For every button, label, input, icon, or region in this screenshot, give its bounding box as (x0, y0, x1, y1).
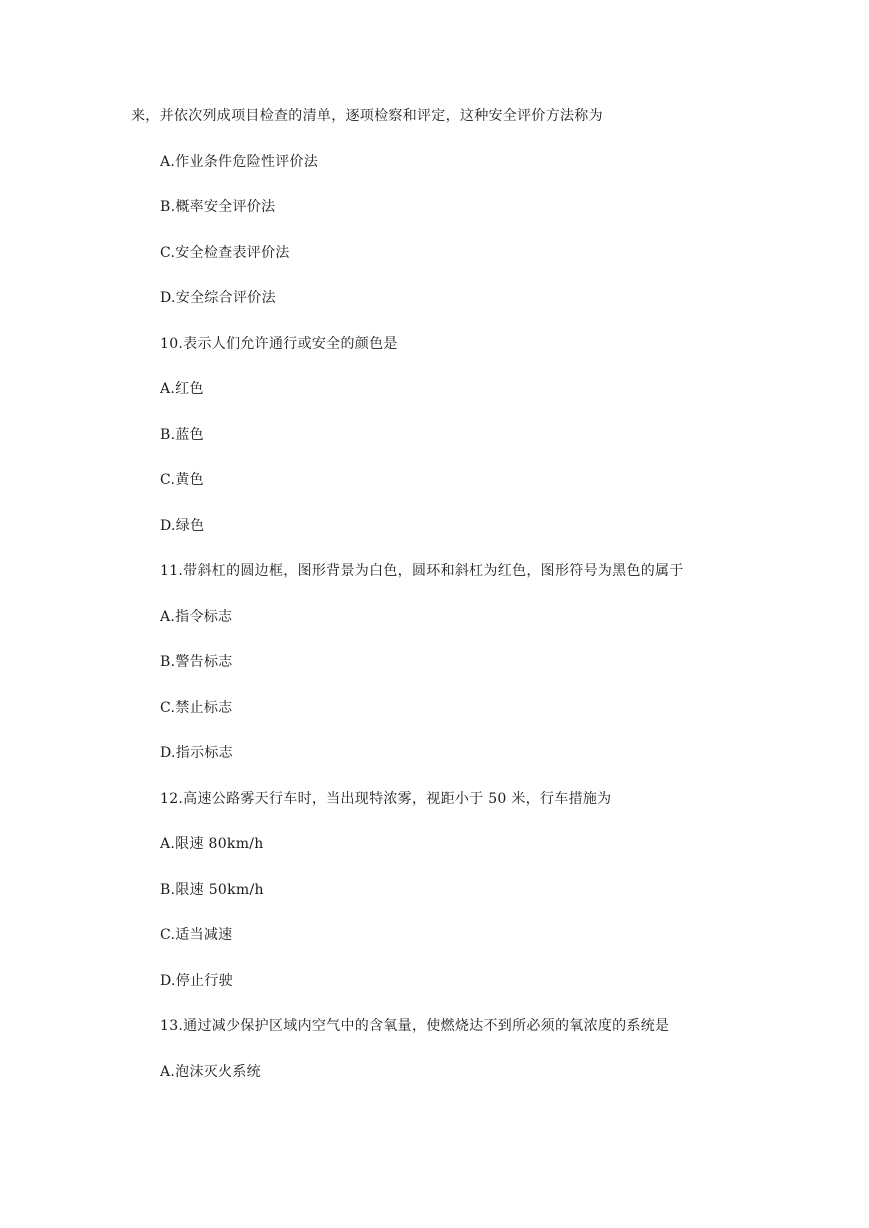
question-10-option-a: A.红色 (160, 381, 204, 397)
question-9-option-b: B.概率安全评价法 (160, 199, 276, 215)
question-12-option-a: A.限速 80km/h (160, 836, 264, 852)
question-12-option-c: C.适当减速 (160, 927, 233, 943)
question-12-text: 12.高速公路雾天行车时，当出现特浓雾，视距小于 50 米，行车措施为 (160, 791, 612, 807)
question-13-text: 13.通过减少保护区域内空气中的含氧量，使燃烧达不到所必须的氧浓度的系统是 (160, 1018, 670, 1034)
question-11-text: 11.带斜杠的圆边框，图形背景为白色，圆环和斜杠为红色，图形符号为黑色的属于 (160, 563, 684, 579)
question-9-option-a: A.作业条件危险性评价法 (160, 154, 319, 170)
question-12-option-b: B.限速 50km/h (160, 882, 264, 898)
question-10-option-b: B.蓝色 (160, 427, 204, 443)
question-11-option-a: A.指令标志 (160, 609, 233, 625)
question-9-option-d: D.安全综合评价法 (160, 290, 276, 306)
question-11-option-b: B.警告标志 (160, 654, 233, 670)
question-12-option-d: D.停止行驶 (160, 973, 233, 989)
question-13-option-a: A.泡沫灭火系统 (160, 1064, 261, 1080)
question-9-option-c: C.安全检查表评价法 (160, 245, 290, 261)
question-9-continuation: 来，并依次列成项目检查的清单，逐项检察和评定，这种安全评价方法称为 (131, 108, 603, 124)
question-10-option-c: C.黄色 (160, 472, 204, 488)
question-10-text: 10.表示人们允许通行或安全的颜色是 (160, 336, 398, 352)
question-11-option-c: C.禁止标志 (160, 700, 233, 716)
question-10-option-d: D.绿色 (160, 518, 205, 534)
question-11-option-d: D.指示标志 (160, 745, 233, 761)
